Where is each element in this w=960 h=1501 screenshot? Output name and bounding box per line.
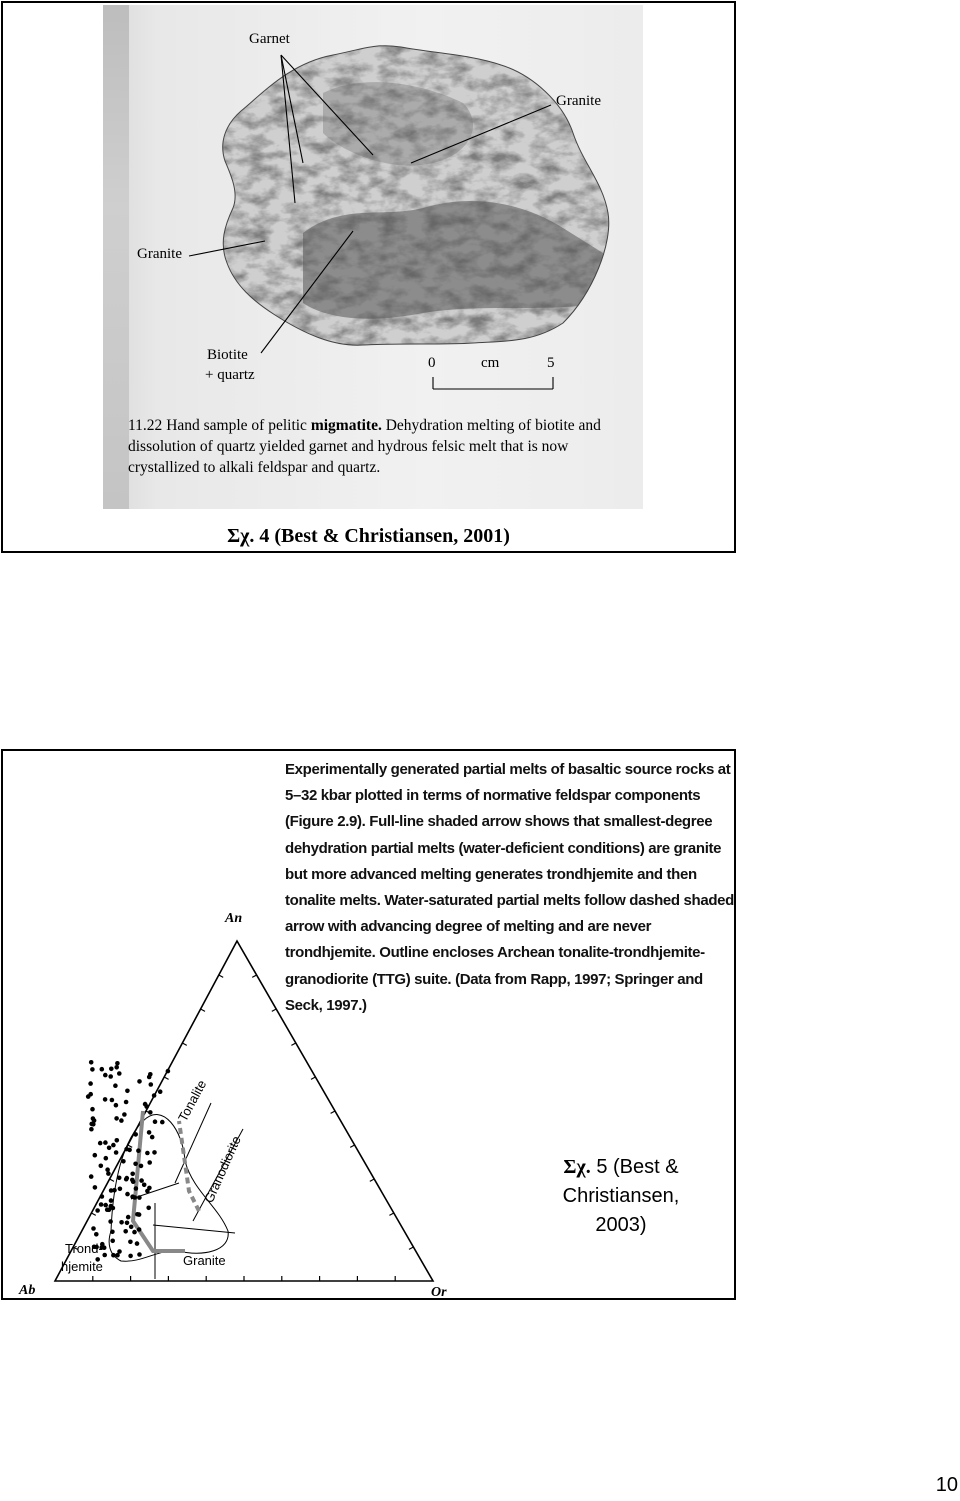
melt-data-point (119, 1220, 124, 1225)
melt-data-point (139, 1178, 144, 1183)
caption-line1: 5 (Best & (596, 1156, 679, 1178)
ternary-tick (164, 1077, 168, 1079)
melt-data-point (128, 1240, 133, 1245)
melt-data-point (110, 1239, 115, 1244)
melt-data-point (93, 1153, 98, 1158)
figure-caption-text-before: Hand sample of pelitic (166, 417, 307, 434)
melt-data-point (131, 1179, 136, 1184)
melt-data-point (100, 1194, 105, 1199)
ternary-tick (350, 1145, 354, 1147)
melt-data-point (109, 1198, 114, 1203)
melt-data-point (113, 1083, 118, 1088)
melt-data-point (147, 1075, 152, 1080)
melt-data-point (99, 1164, 104, 1169)
caption-line3: 2003) (595, 1214, 647, 1236)
ternary-tick (201, 1009, 205, 1011)
melt-data-point (107, 1146, 112, 1151)
caption-line2: Christiansen, (562, 1185, 680, 1207)
melt-data-point (103, 1140, 108, 1145)
melt-data-point (137, 1227, 142, 1232)
dashed-arrow (179, 1121, 199, 1211)
melt-data-point (103, 1097, 108, 1102)
melt-data-point (126, 1215, 131, 1220)
melt-data-point (90, 1107, 95, 1112)
melt-data-point (102, 1253, 107, 1258)
melt-data-point (139, 1164, 144, 1169)
melt-data-point (129, 1225, 134, 1230)
ternary-tick (91, 1213, 95, 1215)
melt-data-point (88, 1081, 93, 1086)
melt-data-point (99, 1202, 104, 1207)
figure-caption-text-after: Dehydration melting of biotite and dissolution of quartz yielded garnet and hydrous felsic melt that is now crystallized to alkali feldspar and quartz. (128, 417, 601, 476)
scale-bar (433, 377, 553, 389)
melt-data-point (125, 1176, 130, 1181)
melt-data-point (123, 1229, 128, 1234)
ternary-tick (252, 975, 256, 977)
melt-data-point (147, 1130, 152, 1135)
melt-data-point (125, 1192, 130, 1197)
melt-data-point (95, 1208, 100, 1213)
melt-data-point (125, 1221, 130, 1226)
melt-data-point (122, 1112, 127, 1117)
melt-data-point (158, 1089, 163, 1094)
melt-data-point (110, 1230, 115, 1235)
scale-label-unit: cm (481, 355, 500, 371)
melt-data-point (105, 1167, 110, 1172)
ternary-tick (370, 1179, 374, 1181)
melt-data-point (146, 1206, 151, 1211)
melt-data-point (111, 1253, 116, 1258)
melt-data-point (86, 1094, 91, 1099)
melt-data-point (137, 1252, 142, 1257)
label-biotite: Biotite (207, 347, 248, 363)
figure-caption (128, 415, 628, 478)
ternary-tick (272, 1009, 276, 1011)
label-granite-left: Granite (137, 246, 182, 262)
melt-data-point (91, 1226, 96, 1231)
melt-data-point (137, 1195, 142, 1200)
melt-data-point (128, 1254, 133, 1259)
melt-data-point (103, 1073, 108, 1078)
field-label-tonalite: Tonalite (175, 1077, 210, 1125)
apex-ab: Ab (19, 1283, 36, 1298)
slide-migmatite (1, 1, 736, 553)
melt-data-point (98, 1141, 103, 1146)
melt-data-point (147, 1186, 152, 1191)
melt-data-point (94, 1232, 99, 1237)
ternary-tick (110, 1179, 114, 1181)
figure-number: 11.22 (128, 417, 163, 434)
melt-data-point (137, 1212, 142, 1217)
melt-data-point (108, 1219, 113, 1224)
melt-data-point (124, 1100, 129, 1105)
label-granite-right: Granite (556, 93, 601, 109)
melt-data-point (133, 1132, 138, 1137)
field-label-hjemite: hjemite (61, 1259, 103, 1274)
ternary-tick (331, 1111, 335, 1113)
melt-data-point (89, 1122, 94, 1127)
melt-data-point (134, 1186, 139, 1191)
field-label-trond: Trond- (65, 1241, 103, 1256)
melt-data-point (115, 1253, 120, 1258)
melt-data-point (132, 1230, 137, 1235)
melt-data-point (106, 1171, 111, 1176)
ternary-tick (389, 1213, 393, 1215)
melt-data-point (115, 1138, 120, 1143)
apex-an: An (225, 911, 243, 926)
melt-data-point (89, 1127, 94, 1132)
figure-caption-keyword: migmatite. (310, 417, 382, 434)
melt-data-point (147, 1160, 152, 1165)
melt-data-point (91, 1116, 96, 1121)
melt-data-point (111, 1143, 116, 1148)
ternary-tick (409, 1247, 413, 1249)
ternary-tick (311, 1077, 315, 1079)
melt-data-point (143, 1102, 148, 1107)
ternary-tick (128, 1145, 132, 1147)
melt-data-point (150, 1135, 155, 1140)
melt-data-point (117, 1071, 122, 1076)
melt-data-point (114, 1150, 119, 1155)
melt-data-point (124, 1147, 129, 1152)
melt-data-point (114, 1065, 119, 1070)
melt-data-point (103, 1203, 108, 1208)
slide-caption-2 (551, 1153, 691, 1240)
melt-data-point (145, 1151, 150, 1156)
melt-data-point (152, 1093, 157, 1098)
melt-data-point (142, 1183, 147, 1188)
slide-ternary-feldspar (1, 749, 736, 1300)
ternary-tick (291, 1043, 295, 1045)
melt-data-point (108, 1074, 113, 1079)
melt-data-point (115, 1061, 120, 1066)
page-number: 10 (935, 1474, 958, 1496)
scale-label-zero: 0 (428, 355, 436, 371)
melt-data-point (148, 1110, 153, 1115)
melt-data-point (110, 1098, 115, 1103)
label-quartz: + quartz (205, 367, 255, 383)
field-label-granite: Granite (183, 1253, 226, 1268)
melt-data-point (166, 1069, 171, 1074)
melt-data-point (100, 1067, 105, 1072)
melt-data-point (90, 1067, 95, 1072)
melt-data-point (93, 1185, 98, 1190)
melt-data-point (130, 1194, 135, 1199)
melt-data-point (114, 1103, 119, 1108)
melt-data-point (137, 1079, 142, 1084)
ternary-tick (182, 1043, 186, 1045)
label-garnet: Garnet (249, 31, 290, 47)
caption-greek: Σχ. (563, 1156, 591, 1178)
melt-data-point (136, 1148, 141, 1153)
melt-data-point (117, 1176, 122, 1181)
melt-data-point (107, 1208, 112, 1213)
melt-data-point (130, 1172, 135, 1177)
melt-data-point (149, 1082, 154, 1087)
melt-data-point (133, 1162, 138, 1167)
granodiorite-boundary (153, 1225, 235, 1233)
slide-caption: Σχ. 4 (Best & Christiansen, 2001) (227, 525, 510, 547)
melt-data-point (89, 1060, 94, 1065)
melt-data-point (135, 1241, 140, 1246)
melt-data-point (121, 1159, 126, 1164)
scale-label-five: 5 (547, 355, 555, 371)
melt-data-point (160, 1120, 165, 1125)
figure-description: Experimentally generated partial melts of basaltic source rocks at 5–32 kbar plotted in terms of normative feldspar components (Figure 2.9). Full-line shaded arrow shows that smallest-degree dehydration partial melts (water-deficient conditions) are granite but more advanced melting generates trondhjemite and then tonalite melts. Water-saturated partial melts follow dashed shaded arrow with advancing degree of melting and are never trondhjemite. Outline encloses Archean tonalite-trondhjemite-granodiorite (TTG) suite. (Data from Rapp, 1997; Springer and Seck, 1997.) (285, 761, 734, 1014)
melt-data-point (89, 1174, 94, 1179)
melt-data-point (112, 1188, 117, 1193)
melt-data-point (109, 1067, 114, 1072)
melt-data-point (118, 1187, 123, 1192)
melt-data-point (104, 1156, 109, 1161)
ternary-ticks (73, 975, 413, 1281)
melt-data-point (153, 1119, 158, 1124)
melt-data-point (125, 1089, 130, 1094)
ternary-tick (219, 975, 223, 977)
melt-data-point (152, 1150, 157, 1155)
apex-or: Or (431, 1285, 447, 1300)
melt-data-point (114, 1116, 119, 1121)
field-label-granodiorite: Granodiorite (201, 1133, 244, 1206)
melt-data-point (119, 1118, 124, 1123)
